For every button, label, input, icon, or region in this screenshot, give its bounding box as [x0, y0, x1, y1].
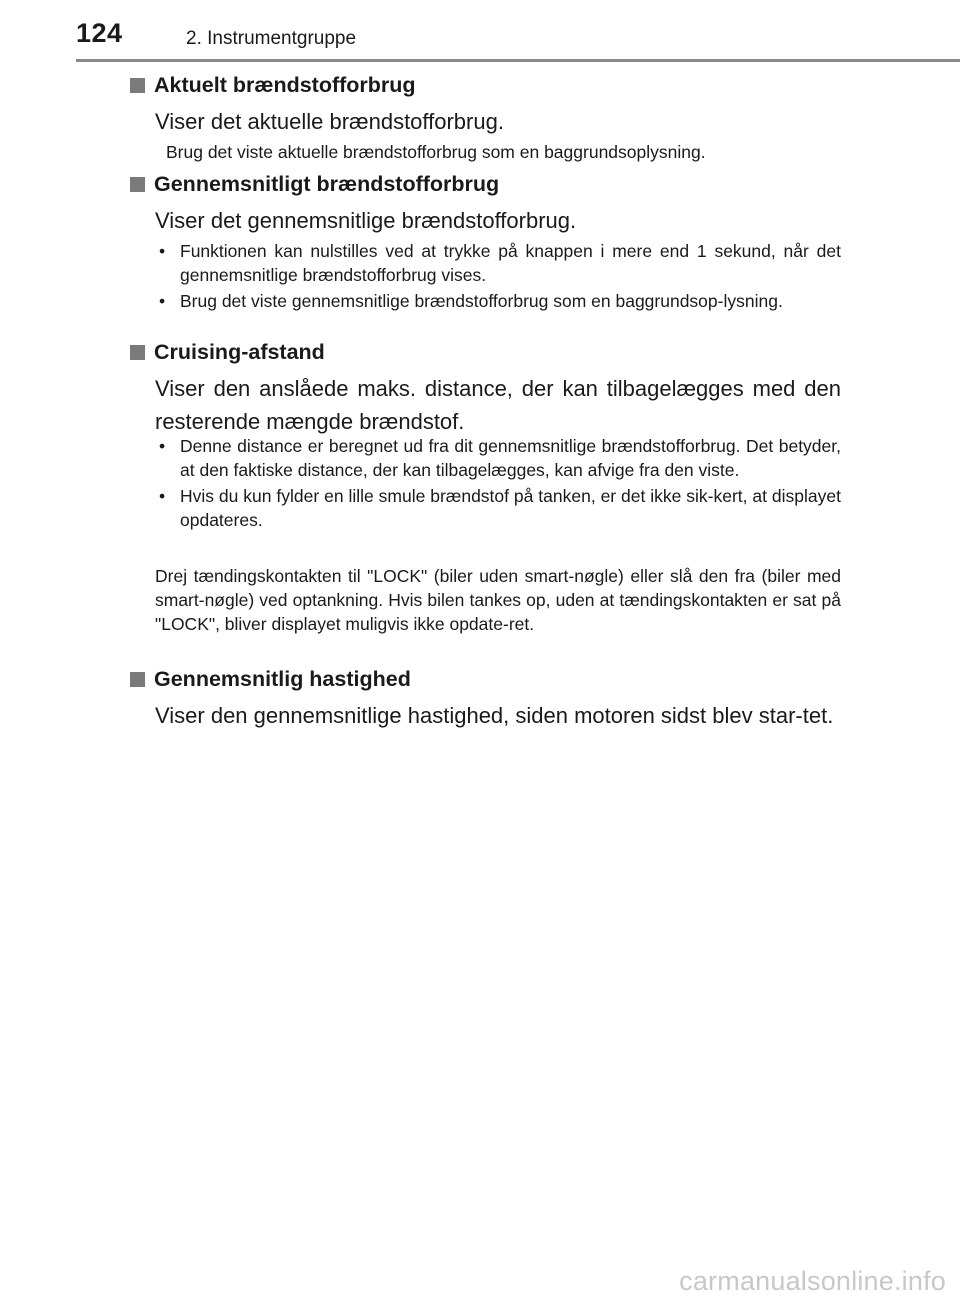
section-square-icon — [130, 177, 145, 192]
section-title: Gennemsnitlig hastighed — [154, 667, 411, 691]
section-square-icon — [130, 345, 145, 360]
section-note: Brug det viste aktuelle brændstofforbrug som en baggrundsoplysning. — [166, 142, 706, 162]
list-item-text: Brug det viste gennemsnitlige brændstofforbrug som en baggrundsop-lysning. — [180, 291, 783, 311]
section-paragraph: Drej tændingskontakten til "LOCK" (biler uden smart-nøgle) eller slå den fra (biler med smart-nøgle) ved optankning. Hvis bilen tankes op, uden at tændingskontakten er sat på "LOCK", bliver displayet muligvis ikke opdate-ret. — [155, 566, 841, 634]
bullet-dot: • — [159, 241, 166, 261]
chapter-title: 2. Instrumentgruppe — [186, 28, 357, 49]
header-rule — [76, 59, 960, 62]
list-item — [155, 289, 841, 313]
section-heading — [130, 172, 499, 197]
bullet-list — [155, 434, 841, 534]
section-lead: Viser den anslåede maks. distance, der kan tilbagelægges med den resterende mængde brændstof. — [155, 376, 841, 434]
section-heading — [130, 340, 325, 365]
watermark: carmanualsonline.info — [679, 1266, 946, 1296]
bullet-list — [155, 239, 841, 315]
section-heading — [130, 73, 416, 98]
page-number: 124 — [76, 18, 123, 48]
list-item — [155, 484, 841, 532]
section-title: Cruising-afstand — [154, 340, 325, 364]
list-item — [155, 239, 841, 287]
bullet-dot: • — [159, 436, 166, 456]
list-item-text: Hvis du kun fylder en lille smule brændstof på tanken, er det ikke sik-kert, at displayet opdateres. — [180, 486, 841, 530]
list-item-text: Funktionen kan nulstilles ved at trykke på knappen i mere end 1 sekund, når det gennemsnitlige brændstofforbrug vises. — [180, 241, 841, 285]
section-square-icon — [130, 78, 145, 93]
section-square-icon — [130, 672, 145, 687]
section-heading — [130, 667, 411, 692]
section-lead: Viser det aktuelle brændstofforbrug. — [155, 109, 504, 134]
bullet-dot: • — [159, 486, 166, 506]
bullet-dot: • — [159, 291, 166, 311]
section-lead: Viser den gennemsnitlige hastighed, siden motoren sidst blev star-tet. — [155, 703, 834, 728]
section-title: Gennemsnitligt brændstofforbrug — [154, 172, 500, 196]
list-item-text: Denne distance er beregnet ud fra dit gennemsnitlige brændstofforbrug. Det betyder, at den faktiske distance, der kan tilbagelægges, kan afvige fra den viste. — [180, 436, 841, 480]
page-header — [0, 0, 960, 62]
list-item — [155, 434, 841, 482]
section-lead: Viser det gennemsnitlige brændstofforbrug. — [155, 208, 577, 233]
section-title: Aktuelt brændstofforbrug — [154, 73, 416, 97]
